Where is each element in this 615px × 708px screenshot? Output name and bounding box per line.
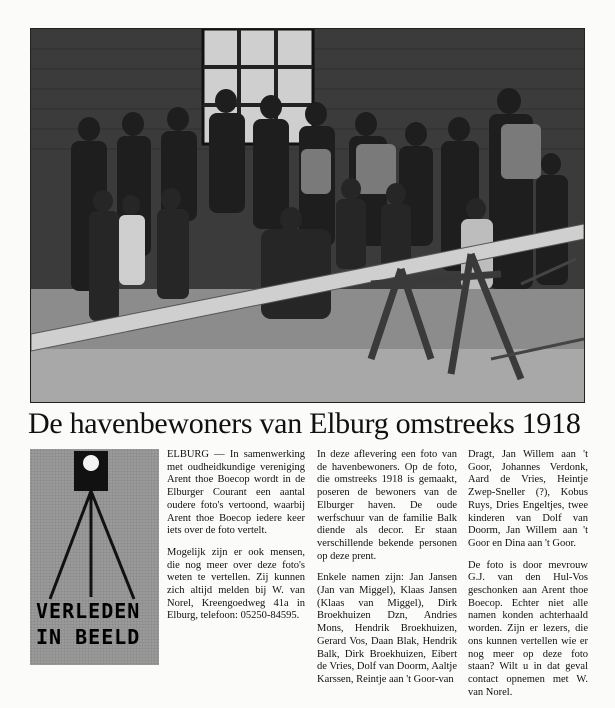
verleden-in-beeld-logo — [30, 449, 159, 665]
logo-line-2: IN BEELD — [36, 625, 141, 649]
article-names-continued: Dragt, Jan Willem aan 't Goor, Johannes Verdonk, Aard de Vries, Heintje Zwep-Sneller (?), Kobus Ruys, Dries Engeltjes, twee kinderen van Dolf van Doorm, Jan Willem aan 't Goor en Dina aan 't Goor. — [468, 449, 588, 549]
headline: De havenbewoners van Elburg omstreeks 1918 — [28, 407, 581, 440]
article-intro: ELBURG — In samenwerking met oudheidkundige vereniging Arent thoe Boecop wordt in de Elburger Courant een aantal oudere foto's vertoond, waarbij Arent thoe Boecop iedere keer iets over de foto vertelt. — [167, 449, 305, 537]
photo-scene — [31, 29, 584, 402]
logo-line-1: VERLEDEN — [36, 599, 141, 623]
article-names: Enkele namen zijn: Jan Jansen (Jan van Miggel), Klaas Jansen (Klaas van Miggel), Dirk Broekhuizen Dzn, Andries Mons, Hendrik Broekhuizen, Gerard Vos, Daan Blak, Hendrik Balk, Dirk Broekhuizen, Eibert de Vries, Dolf van Doorm, Aaltje Karssen, Reintje aan 't Goor-van — [317, 572, 457, 685]
article-contact: Mogelijk zijn er ook mensen, die nog meer over deze foto's weten te vertellen. Zij kunnen zich altijd melden bij W. van Norel, Kreengoedweg 41a in Elburg, telefoon: 05250-84595. — [167, 546, 305, 622]
article-column-3 — [468, 449, 588, 708]
article-column-1 — [167, 449, 305, 632]
article-donation: De foto is door mevrouw G.J. van den Hul-Vos geschonken aan Arent thoe Boecop. Echter niet alle namen konden achterhaald worden. Zijn er lezers, die ons kunnen vertellen wie er nog meer op deze foto staan? Wilt u in dat geval contact opnemen met W. van Norel. — [468, 559, 588, 698]
article-column-2 — [317, 449, 457, 696]
article-photo-description: In deze aflevering een foto van de havenbewoners. Op de foto, die omstreeks 1918 is gemaakt, poseren de bewoners van de Elburger haven. De oude werfschuur van de familie Balk diende als decor. Er staan verschillende bekende personen op deze prent. — [317, 449, 457, 562]
historic-group-photo — [30, 28, 585, 403]
